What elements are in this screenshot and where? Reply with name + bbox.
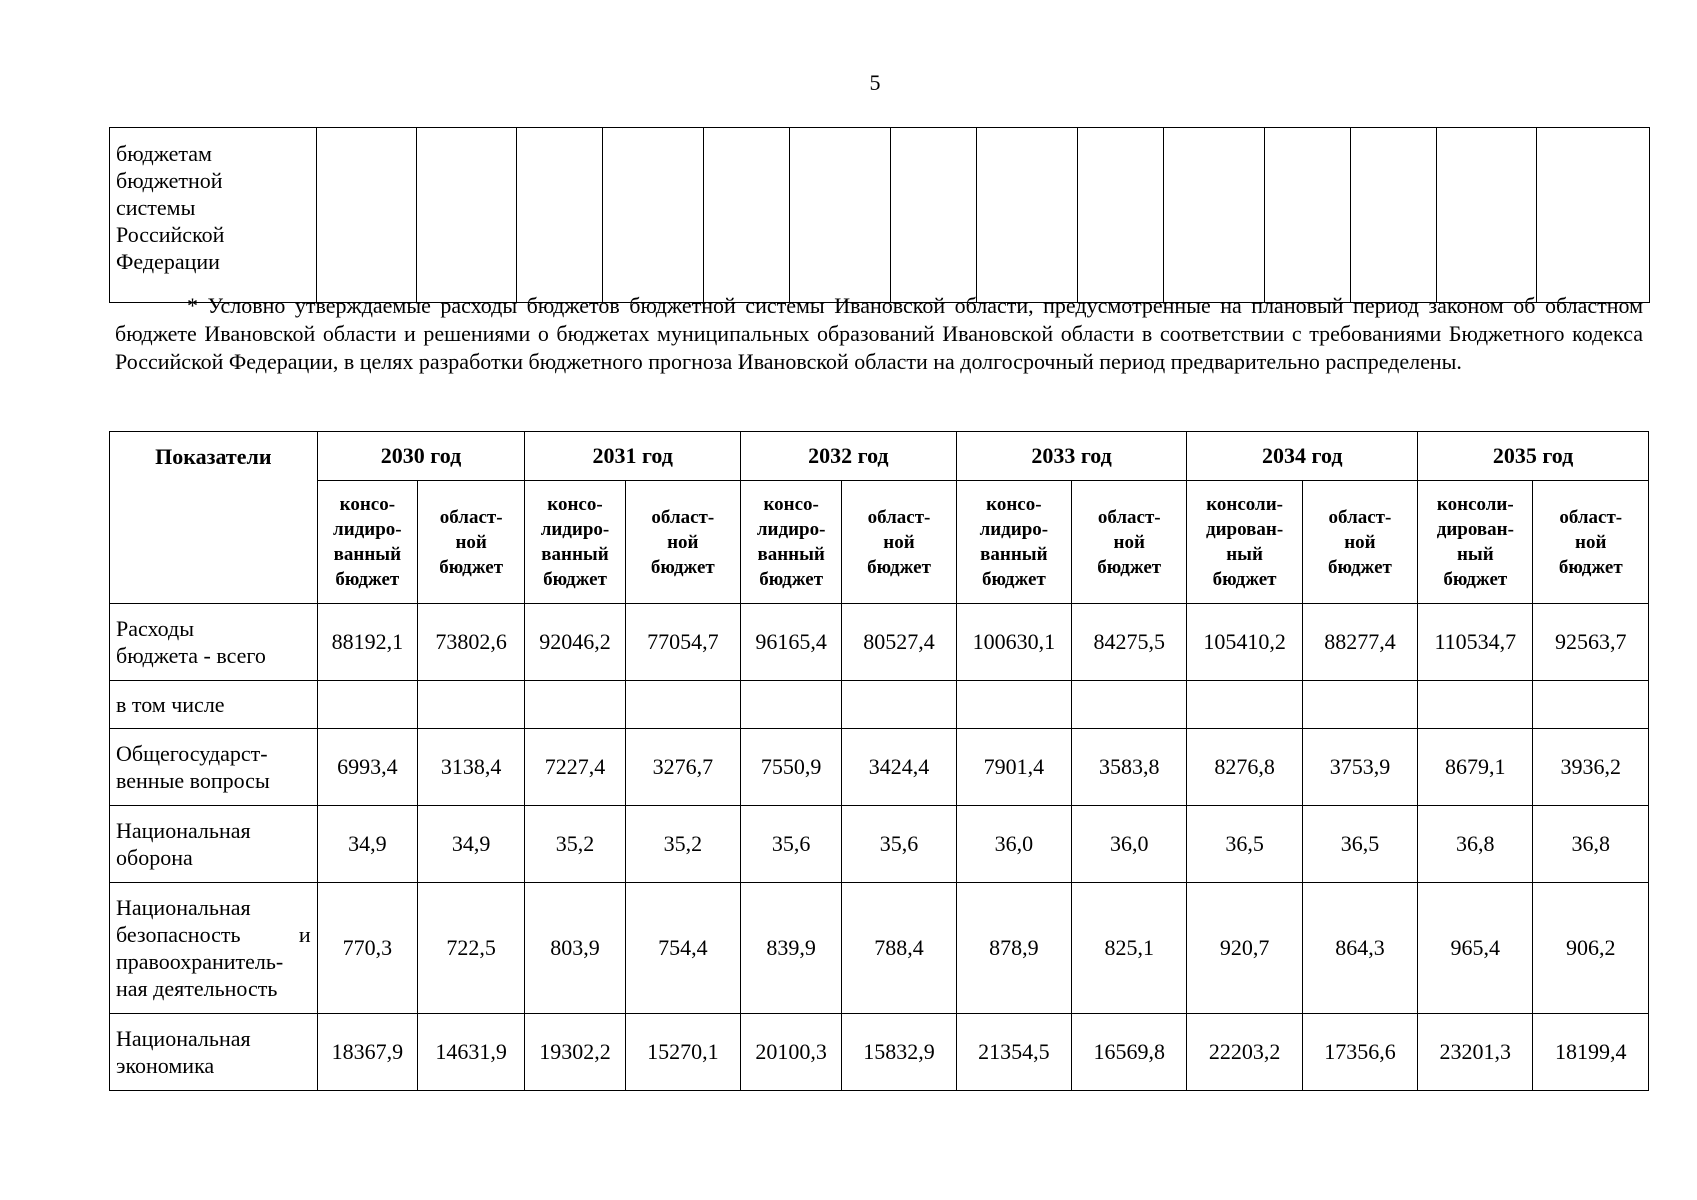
empty-cell [317,128,417,303]
row-label [110,883,318,1014]
consolidated-value-cell: 100630,1 [956,604,1071,681]
year-header: 2034 год [1187,432,1418,481]
header-line: област- [1559,506,1623,528]
regional-value-cell: 18199,4 [1533,1014,1649,1091]
year-header: 2035 год [1418,432,1649,481]
consolidated-value-cell: 770,3 [317,883,417,1014]
label-line: Национальная [116,895,251,920]
header-line: ный [1226,544,1263,565]
header-line: ванный [541,544,609,565]
header-line: бюджет [650,556,715,578]
consolidated-value-cell [317,681,417,729]
label-word: безопасность [116,922,241,947]
consolidated-value-cell [741,681,842,729]
header-line: бюджет [1443,569,1508,590]
continuation-row [110,128,1650,303]
table-row [110,883,1649,1014]
regional-value-cell [842,681,956,729]
consolidated-budget-header [317,481,417,604]
header-line: ной [455,531,487,553]
header-line: дирован- [1436,519,1514,540]
regional-value-cell: 14631,9 [417,1014,524,1091]
regional-value-cell [1072,681,1187,729]
empty-cell [704,128,790,303]
label-line: Российской [116,222,225,247]
regional-budget-header [1302,481,1417,604]
regional-value-cell: 722,5 [417,883,524,1014]
year-header-row [110,432,1649,481]
table-row [110,604,1649,681]
header-line: ванный [333,544,402,565]
label-line: в том числе [116,692,225,717]
empty-cell [1351,128,1437,303]
regional-value-cell: 825,1 [1072,883,1187,1014]
consolidated-value-cell: 878,9 [956,883,1071,1014]
consolidated-value-cell [1187,681,1302,729]
label-line: ная деятельность [116,976,278,1001]
label-line: системы [116,195,196,220]
empty-cell [417,128,517,303]
header-line: ной [1113,531,1145,553]
row-label [110,681,318,729]
header-line: бюджет [1212,569,1277,590]
empty-cell [790,128,891,303]
regional-value-cell: 80527,4 [842,604,956,681]
label-line: Национальная [116,1026,251,1051]
header-line: област- [1328,506,1392,528]
regional-value-cell: 36,5 [1302,806,1417,883]
empty-cell [1164,128,1265,303]
empty-cell [1265,128,1351,303]
header-line: бюджет [981,569,1046,590]
year-header: 2031 год [525,432,741,481]
header-line: лидиро- [540,519,610,540]
header-line: ный [1456,544,1494,565]
year-header: 2030 год [317,432,525,481]
consolidated-budget-header [1418,481,1533,604]
regional-value-cell: 15270,1 [625,1014,740,1091]
consolidated-value-cell: 19302,2 [525,1014,625,1091]
regional-value-cell: 34,9 [417,806,524,883]
consolidated-value-cell: 34,9 [317,806,417,883]
header-line: дирован- [1205,519,1284,540]
label-line: оборона [116,845,193,870]
label-line: Федерации [116,249,220,274]
row-label [110,729,318,806]
consolidated-budget-header [741,481,842,604]
continuation-table [109,127,1650,303]
regional-value-cell: 35,2 [625,806,740,883]
header-line: област- [439,506,503,528]
regional-value-cell: 754,4 [625,883,740,1014]
budget-table [109,431,1649,1091]
header-line: консоли- [1436,494,1514,515]
empty-cell [1437,128,1537,303]
regional-value-cell: 84275,5 [1072,604,1187,681]
regional-value-cell [625,681,740,729]
empty-cell [977,128,1078,303]
indicator-header: Показатели [110,432,318,604]
regional-value-cell: 3424,4 [842,729,956,806]
consolidated-value-cell: 7901,4 [956,729,1071,806]
header-line: ванный [980,544,1048,565]
empty-cell [517,128,603,303]
consolidated-value-cell: 21354,5 [956,1014,1071,1091]
table-row [110,681,1649,729]
consolidated-value-cell: 7227,4 [525,729,625,806]
consolidated-value-cell: 8276,8 [1187,729,1302,806]
empty-cell [1537,128,1650,303]
header-line: ной [883,531,915,553]
regional-value-cell: 3753,9 [1302,729,1417,806]
consolidated-value-cell: 110534,7 [1418,604,1533,681]
table-row [110,1014,1649,1091]
header-line: област- [1097,506,1161,528]
regional-value-cell: 88277,4 [1302,604,1417,681]
label-line: экономика [116,1053,215,1078]
consolidated-value-cell: 8679,1 [1418,729,1533,806]
regional-value-cell: 17356,6 [1302,1014,1417,1091]
regional-value-cell: 864,3 [1302,883,1417,1014]
label-line: Национальная [116,818,251,843]
regional-value-cell: 3936,2 [1533,729,1649,806]
row-label [110,806,318,883]
header-line: лидиро- [756,519,826,540]
consolidated-value-cell [1418,681,1533,729]
header-line: бюджет [759,569,824,590]
header-line: бюджет [1328,556,1392,578]
header-line: консоли- [1206,494,1283,515]
consolidated-value-cell: 839,9 [741,883,842,1014]
header-line: област- [651,506,715,528]
consolidated-value-cell: 36,5 [1187,806,1302,883]
consolidated-value-cell: 22203,2 [1187,1014,1302,1091]
header-line: лидиро- [333,519,402,540]
header-line: консо- [547,494,603,515]
empty-cell [1078,128,1164,303]
footnote [115,292,1643,376]
header-line: ванный [757,544,825,565]
label-word: и [298,922,311,947]
regional-value-cell [1533,681,1649,729]
header-line: ной [667,531,699,553]
regional-value-cell: 92563,7 [1533,604,1649,681]
regional-budget-header [625,481,740,604]
header-line: консо- [339,494,396,515]
header-line: консо- [763,494,819,515]
regional-value-cell: 36,0 [1072,806,1187,883]
row-label [110,604,318,681]
regional-budget-header [417,481,524,604]
year-header: 2032 год [741,432,957,481]
regional-value-cell: 73802,6 [417,604,524,681]
consolidated-budget-header [525,481,625,604]
header-line: бюджет [543,569,607,590]
label-line: Общегосударст- [116,741,268,766]
consolidated-value-cell: 35,2 [525,806,625,883]
label-line: венные вопросы [116,768,270,793]
table-row [110,806,1649,883]
regional-value-cell: 3583,8 [1072,729,1187,806]
consolidated-value-cell: 36,8 [1418,806,1533,883]
consolidated-value-cell: 803,9 [525,883,625,1014]
consolidated-budget-header [956,481,1071,604]
regional-value-cell [1302,681,1417,729]
table-row [110,729,1649,806]
consolidated-value-cell: 23201,3 [1418,1014,1533,1091]
consolidated-value-cell: 35,6 [741,806,842,883]
header-line: бюджет [439,556,504,578]
consolidated-value-cell: 6993,4 [317,729,417,806]
regional-budget-header [1533,481,1649,604]
regional-value-cell: 3138,4 [417,729,524,806]
regional-value-cell: 15832,9 [842,1014,956,1091]
year-header: 2033 год [956,432,1187,481]
header-line: бюджет [1097,556,1162,578]
label-line: бюджетам [116,141,212,166]
label-line [116,921,311,948]
budget-type-header-row [110,481,1649,604]
header-line: лидиро- [979,519,1049,540]
consolidated-value-cell: 20100,3 [741,1014,842,1091]
consolidated-value-cell: 7550,9 [741,729,842,806]
header-line: област- [867,506,931,528]
consolidated-value-cell: 96165,4 [741,604,842,681]
regional-value-cell: 3276,7 [625,729,740,806]
regional-budget-header [1072,481,1187,604]
header-line: ной [1344,531,1376,553]
header-line: бюджет [1558,556,1623,578]
header-line: бюджет [335,569,400,590]
regional-value-cell [417,681,524,729]
regional-value-cell: 35,6 [842,806,956,883]
consolidated-value-cell: 965,4 [1418,883,1533,1014]
consolidated-value-cell: 92046,2 [525,604,625,681]
consolidated-value-cell: 36,0 [956,806,1071,883]
page-number: 5 [869,70,881,95]
regional-budget-header [842,481,956,604]
consolidated-value-cell: 18367,9 [317,1014,417,1091]
regional-value-cell: 906,2 [1533,883,1649,1014]
regional-value-cell: 788,4 [842,883,956,1014]
empty-cell [891,128,977,303]
regional-value-cell: 36,8 [1533,806,1649,883]
label-line: бюджетной [116,168,223,193]
empty-cell [603,128,704,303]
consolidated-value-cell [956,681,1071,729]
row-label [110,1014,318,1091]
consolidated-value-cell [525,681,625,729]
consolidated-value-cell: 88192,1 [317,604,417,681]
consolidated-value-cell: 105410,2 [1187,604,1302,681]
regional-value-cell: 77054,7 [625,604,740,681]
regional-value-cell: 16569,8 [1072,1014,1187,1091]
header-line: консо- [986,494,1042,515]
continuation-label [110,128,317,303]
footnote-text: * Условно утверждаемые расходы бюджетов бюджетной системы Ивановской области, предусмотренные на плановый период законом об областном бюджете Ивановской области и решениями о бюджетах муниципальных образований Ивановской области в соответствии с требованиями Бюджетного кодекса Российской Федерации, в целях разработки бюджетного прогноза Ивановской области на долгосрочный период предварительно распределены. [115,293,1643,374]
header-line: ной [1575,531,1607,553]
label-line: Расходы [116,616,194,641]
consolidated-budget-header [1187,481,1302,604]
header-line: бюджет [867,556,931,578]
table-body [110,604,1649,1091]
label-line: правоохранитель- [116,949,284,974]
consolidated-value-cell: 920,7 [1187,883,1302,1014]
label-line: бюджета - всего [116,643,266,668]
